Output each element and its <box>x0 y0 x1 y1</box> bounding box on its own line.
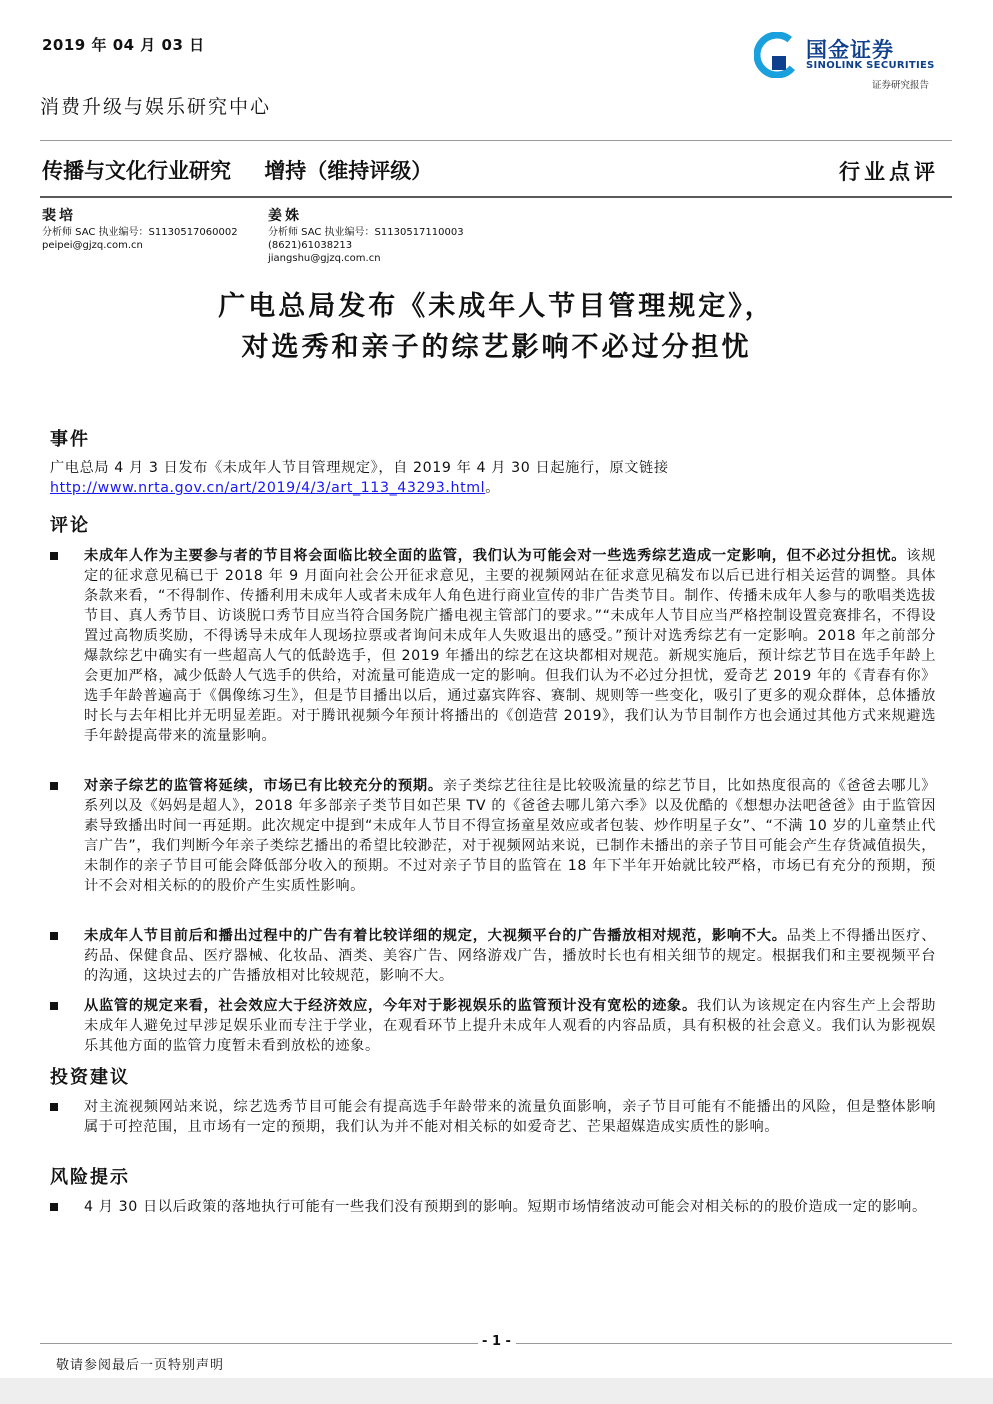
rating: 增持（维持评级） <box>264 159 433 183</box>
analyst-name: 裴培 <box>42 208 76 224</box>
analyst-card <box>42 210 238 252</box>
analyst-email[interactable]: jiangshu@gjzq.com.cn <box>268 253 381 264</box>
bullet-square-icon <box>50 1002 58 1010</box>
disclaimer-note: 敬请参阅最后一页特别声明 <box>56 1358 225 1373</box>
list-item <box>50 1097 936 1137</box>
source-link[interactable]: http://www.nrta.gov.cn/art/2019/4/3/art_113_43293.html <box>50 480 486 496</box>
analyst-sac-number: 分析师 SAC 执业编号：S1130517060002 <box>42 227 238 238</box>
research-center: 消费升级与娱乐研究中心 <box>40 96 272 118</box>
event-tail: 。 <box>485 480 501 496</box>
bullet-bold-lead: 未成年人作为主要参与者的节目将会面临比较全面的监管，我们认为可能会对一些选秀综艺造成一定影响，但不必过分担忧。 <box>84 548 907 564</box>
section-heading-risk: 风险提示 <box>50 1167 130 1188</box>
bullet-bold-lead: 未成年人节目前后和播出过程中的广告有着比较详细的规定，大视频平台的广告播放相对规范，影响不大。 <box>84 928 787 944</box>
bullet-text: 我们认为该规定在内容生产上会帮助未成年人避免过早涉足娱乐业而专注于学业，在观看环节上提升未成年人观看的内容品质，具有积极的社会意义。我们认为影视娱乐其他方面的监管力度暂未看到放松的迹象。 <box>84 998 936 1054</box>
list-item <box>50 546 936 746</box>
section-heading-event: 事件 <box>50 429 90 450</box>
section-heading-investment: 投资建议 <box>50 1067 130 1088</box>
bullet-square-icon <box>50 1103 58 1111</box>
bullet-bold-lead: 从监管的规定来看，社会效应大于经济效应，今年对于影视娱乐的监管预计没有宽松的迹象。 <box>84 998 697 1014</box>
bullet-text: 对主流视频网站来说，综艺选秀节目可能会有提高选手年龄带来的流量负面影响，亲子节目可能有不能播出的风险，但是整体影响属于可控范围，且市场有一定的预期，我们认为并不能对相关标的如爱奇艺、芒果超媒造成实质性的影响。 <box>84 1099 936 1135</box>
title-row <box>42 155 458 185</box>
logo-chinese-name: 国金证券 <box>806 38 894 62</box>
divider <box>40 140 952 141</box>
report-title-line: 对选秀和亲子的综艺影响不必过分担忧 <box>241 332 752 363</box>
bullet-square-icon <box>50 932 58 940</box>
bullet-text: 亲子类综艺往往是比较吸流量的综艺节目，比如热度很高的《爸爸去哪儿》系列以及《妈妈是超人》，2018 年多部亲子类节目如芒果 TV 的《爸爸去哪儿第六季》以及优酷的《想想办法吧爸爸》由于监管因素导致播出时间一再延期。此次规定中提到“未成年人节目不得宣扬童星效应或者包装、炒作明星子女”、“不满 10 岁的儿童禁止代言广告”，我们判断今年亲子类综艺播出的希望比较渺茫，对于视频网站来说，已制作未播出的亲子节目可能会产生存货减值损失，未制作的亲子节目可能会降低部分收入的预期。不过对亲子节目的监管在 18 年下半年开始就比较严格，市场已有充分的预期，预计不会对相关标的的股价产生实质性影响。 <box>84 778 936 894</box>
sinolink-logo-icon <box>754 32 800 78</box>
divider-thick <box>40 196 952 198</box>
report-date: 2019 年 04 月 03 日 <box>42 36 205 54</box>
report-title-line: 广电总局发布《未成年人节目管理规定》， <box>218 291 775 322</box>
industry-name: 传播与文化行业研究 <box>42 159 231 183</box>
bullet-text: 4 月 30 日以后政策的落地执行可能有一些我们没有预期到的影响。短期市场情绪波动可能会对相关标的的股价造成一定的影响。 <box>84 1199 927 1215</box>
logo-subtitle: 证券研究报告 <box>872 80 930 91</box>
bullet-square-icon <box>50 1203 58 1211</box>
company-logo <box>752 30 952 92</box>
analyst-email[interactable]: peipei@gjzq.com.cn <box>42 240 143 251</box>
logo-english-name: SINOLINK SECURITIES <box>806 60 935 71</box>
bullet-bold-lead: 对亲子综艺的监管将延续，市场已有比较充分的预期。 <box>84 778 443 794</box>
analyst-card <box>268 210 464 265</box>
list-item <box>50 996 936 1056</box>
bottom-bar <box>0 1378 993 1404</box>
event-text: 广电总局 4 月 3 日发布《未成年人节目管理规定》，自 2019 年 4 月 30 日起施行，原文链接 <box>50 460 669 476</box>
analyst-sac-number: 分析师 SAC 执业编号：S1130517110003 <box>268 227 464 238</box>
analyst-name: 姜姝 <box>268 208 302 224</box>
analyst-phone: (8621)61038213 <box>268 240 353 251</box>
event-paragraph <box>50 458 936 498</box>
list-item <box>50 776 936 896</box>
bullet-text: 品类上不得播出医疗、药品、保健食品、医疗器械、化妆品、酒类、美容广告、网络游戏广告，播放时长也有相关细节的规定。根据我们和主要视频平台的沟通，这块过去的广告播放相对比较规范，影响不大。 <box>84 928 936 984</box>
report-title <box>0 286 993 368</box>
report-type: 行业点评 <box>839 159 939 184</box>
list-item <box>50 926 936 986</box>
bullet-text: 该规定的征求意见稿已于 2018 年 9 月面向社会公开征求意见，主要的视频网站在征求意见稿发布以后已进行相关运营的调整。具体条款来看，“不得制作、传播利用未成年人或者未成年人角色进行商业宣传的非广告类节目。制作、传播未成年人参与的歌唱类选拔节目、真人秀节目、访谈脱口秀节目应当符合国务院广播电视主管部门的要求。”“未成年人节目应当严格控制设置竞赛排名，不得设置过高物质奖励，不得诱导未成年人现场拉票或者询问未成年人失败退出的感受。”预计对选秀综艺有一定影响。2018 年之前部分爆款综艺中确实有一些超高人气的低龄选手，但 2019 年播出的综艺在这块都相对规范。新规实施后，预计综艺节目在选手年龄上会更加严格，减少低龄人气选手的供给，对流量可能造成一定的影响。但我们认为不必过分担忧，爱奇艺 2019 年的《青春有你》选手年龄普遍高于《偶像练习生》，但是节目播出以后，通过嘉宾阵容、赛制、规则等一些变化，吸引了更多的观众群体，总体播放时长与去年相比并无明显差距。对于腾讯视频今年预计将播出的《创造营 2019》，我们认为节目制作方也会通过其他方式来规避选手年龄提高带来的流量影响。 <box>84 548 936 744</box>
list-item <box>50 1197 936 1217</box>
bullet-square-icon <box>50 782 58 790</box>
bullet-square-icon <box>50 552 58 560</box>
page-number: - 1 - <box>482 1334 511 1349</box>
section-heading-comment: 评论 <box>50 515 90 536</box>
